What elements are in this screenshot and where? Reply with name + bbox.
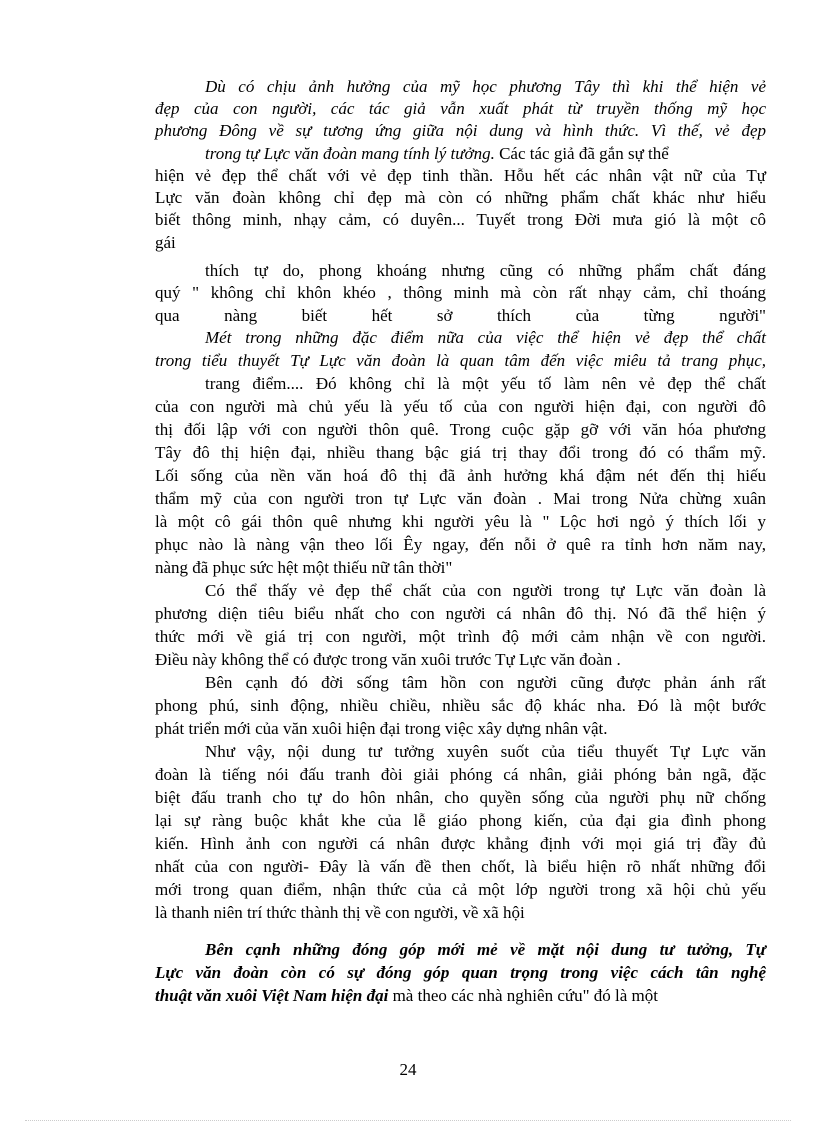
- text-line: đẹp của con người, các tác giả vẫn xuất phát từ truyền thống mỹ học: [155, 99, 766, 118]
- text-line: là thanh niên trí thức thành thị về con người, về xã hội: [155, 903, 525, 922]
- text-line: qua nàng biết hết sở thích của từng người": [155, 306, 766, 325]
- text-span-bold-italic: thuật văn xuôi Việt Nam hiện đại: [155, 986, 389, 1005]
- text-line: Có thể thấy vẻ đẹp thể chất của con người trong tự Lực văn đoàn là: [205, 581, 766, 600]
- text-line: trang điểm.... Đó không chỉ là một yếu tố làm nên vẻ đẹp thể chất: [205, 374, 766, 393]
- text-line: là một cô gái thôn quê nhưng khi người yêu là " Lộc hơi ngỏ ý thích lối y: [155, 512, 766, 531]
- text-line: nhất của con người- Đây là vấn đề then chốt, là biểu hiện rõ nhất những đổi: [155, 857, 766, 876]
- text-line: phong phú, sinh động, nhiều chiều, nhiều sắc độ khác nha. Đó là một bước: [155, 696, 766, 715]
- text-line: Tây đô thị hiện đại, nhiều thang bậc giá trị thay đổi trong đó có thẩm mỹ.: [155, 443, 766, 462]
- text-line: phát triển mới của văn xuôi hiện đại trong việc xây dựng nhân vật.: [155, 719, 608, 738]
- text-line: Như vậy, nội dung tư tưởng xuyên suốt của tiểu thuyết Tự Lực văn: [205, 742, 766, 761]
- text-line: trong tiểu thuyết Tự Lực văn đoàn là quan tâm đến việc miêu tả trang phục,: [155, 351, 766, 370]
- text-line: phục nào là nàng vận theo lối Êy ngay, đến nỗi ở quê ra tỉnh hơn năm nay,: [155, 535, 766, 554]
- text-line: biết thông minh, nhạy cảm, có duyên... Tuyết trong Đời mưa gió là một cô: [155, 210, 766, 229]
- text-line: thị đối lập với con người thôn quê. Trong cuộc gặp gỡ với văn hóa phương: [155, 420, 766, 439]
- text-line: Điều này không thể có được trong văn xuôi trước Tự Lực văn đoàn .: [155, 650, 621, 669]
- text-line: biệt đấu tranh cho tự do hôn nhân, cho quyền sống của người phụ nữ chống: [155, 788, 766, 807]
- text-line: đoàn là tiếng nói đấu tranh đòi giải phóng cá nhân, giải phóng bản ngã, đặc: [155, 765, 766, 784]
- text-line: phương Đông về sự tương ứng giữa nội dung và hình thức. Vì thế, vẻ đẹp: [155, 121, 766, 140]
- text-line: gái: [155, 233, 176, 252]
- text-line: phương diện tiêu biểu nhất cho con người cá nhân đô thị. Nó đã thể hiện ý: [155, 604, 766, 623]
- text-line: Lối sống của nền văn hoá đô thị đã ảnh hưởng khá đậm nét đến thị hiếu: [155, 466, 766, 485]
- text-line: kiến. Hình ảnh con người cá nhân được khẳng định với mọi giá trị đầy đủ: [155, 834, 766, 853]
- text-line: [155, 985, 766, 1007]
- text-line: Lực văn đoàn còn có sự đóng góp quan trọng trong việc cách tân nghệ: [155, 963, 766, 982]
- text-line: thẩm mỹ của con người tron tự Lực văn đoàn . Mai trong Nửa chừng xuân: [155, 489, 766, 508]
- page-number: 24: [399, 1060, 417, 1079]
- text-span: mà theo các nhà nghiên cứu" đó là một: [388, 986, 658, 1005]
- text-line: quý " không chỉ khôn khéo , thông minh mà còn rất nhạy cảm, chỉ thoáng: [155, 283, 766, 302]
- text-span-italic: trong tự Lực văn đoàn mang tính lý tưởng.: [205, 144, 495, 163]
- text-line: mới trong quan điểm, nhận thức của cả một lớp người trong xã hội chủ yếu: [155, 880, 766, 899]
- text-line: lại sự ràng buộc khắt khe của lễ giáo phong kiến, của đại gia đình phong: [155, 811, 766, 830]
- text-line: Dù có chịu ảnh hưởng của mỹ học phương Tây thì khi thể hiện vẻ: [205, 77, 766, 96]
- page-bottom-rule: [25, 1120, 791, 1121]
- text-line: Mét trong những đặc điểm nữa của việc thể hiện vẻ đẹp thể chất: [205, 328, 766, 347]
- text-line: Lực văn đoàn không chỉ đẹp mà còn có những phẩm chất khác như hiểu: [155, 188, 766, 207]
- text-line: thức mới về giá trị con người, một trình độ mới cảm nhận về con người.: [155, 627, 766, 646]
- text-line: [205, 143, 816, 165]
- text-line: thích tự do, phong khoáng nhưng cũng có những phẩm chất đáng: [205, 261, 766, 280]
- text-line: Bên cạnh những đóng góp mới mẻ về mặt nội dung tư tưởng, Tự: [205, 940, 766, 959]
- text-line: hiện vẻ đẹp thể chất với vẻ đẹp tinh thần. Hỗu hết các nhân vật nữ của Tự: [155, 166, 766, 185]
- text-span: Các tác giả đã gắn sự thể: [494, 144, 669, 163]
- text-line: nàng đã phục sức hệt một thiếu nữ tân thời": [155, 558, 453, 577]
- text-line: Bên cạnh đó đời sống tâm hồn con người cũng được phản ánh rất: [205, 673, 766, 692]
- text-line: của con người mà chủ yếu là yếu tố của con người hiện đại, con người đô: [155, 397, 766, 416]
